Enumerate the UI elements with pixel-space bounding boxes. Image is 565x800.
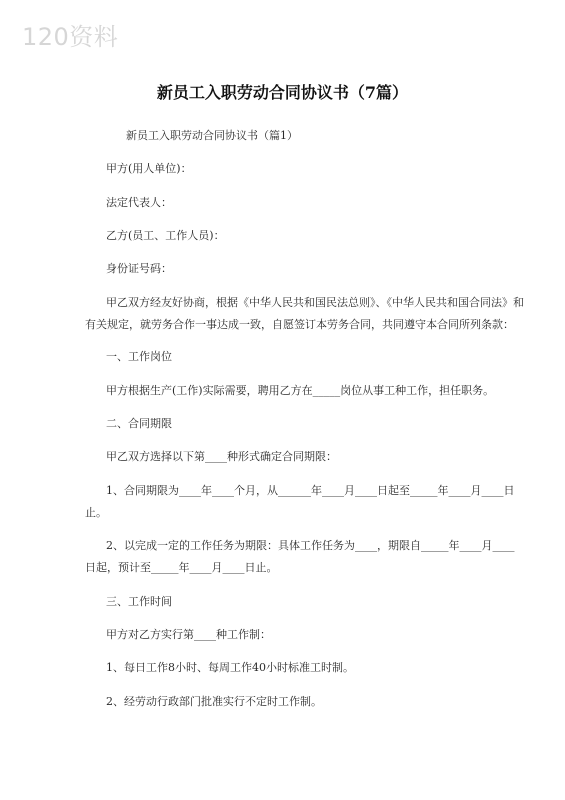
section-heading: 三、工作时间 [106,595,172,608]
watermark: 120资料 [22,23,119,51]
paragraph-line: 日起，预计至_____年____月____日止。 [85,561,278,574]
legal-representative-field: 法定代表人： [106,196,172,209]
paragraph-line: 甲乙双方经友好协商，根据《中华人民共和国民法总则》、《中华人民共和国合同法》和 [106,296,524,309]
section-heading: 一、工作岗位 [106,350,172,363]
section-heading: 二、合同期限 [106,417,172,430]
paragraph-line: 有关规定，就劳务合作一事达成一致，自愿签订本劳务合同，共同遵守本合同所列条款： [85,318,514,331]
paragraph-line: 2、经劳动行政部门批准实行不定时工作制。 [106,695,322,708]
document-title: 新员工入职劳动合同协议书（7篇） [156,83,409,102]
paragraph-line: 甲乙双方选择以下第____种形式确定合同期限： [106,450,337,463]
id-number-field: 身份证号码： [106,262,172,275]
party-b-field: 乙方(员工、工作人员)： [106,229,225,242]
paragraph-line: 1、合同期限为____年____个月，从______年____月____日起至_____年____月____日 [106,484,515,497]
paragraph-line: 甲方根据生产(工作)实际需要，聘用乙方在_____岗位从事工种工作，担任职务。 [106,384,495,397]
paragraph-line: 2、以完成一定的工作任务为期限：具体工作任务为____，期限自_____年____月____ [106,539,515,552]
section-subtitle: 新员工入职劳动合同协议书（篇1） [126,129,298,142]
paragraph-line: 1、每日工作8小时、每周工作40小时标准工时制。 [106,661,354,674]
party-a-field: 甲方(用人单位)： [106,162,192,175]
paragraph-line: 止。 [85,506,107,519]
paragraph-line: 甲方对乙方实行第____种工作制： [106,628,271,641]
